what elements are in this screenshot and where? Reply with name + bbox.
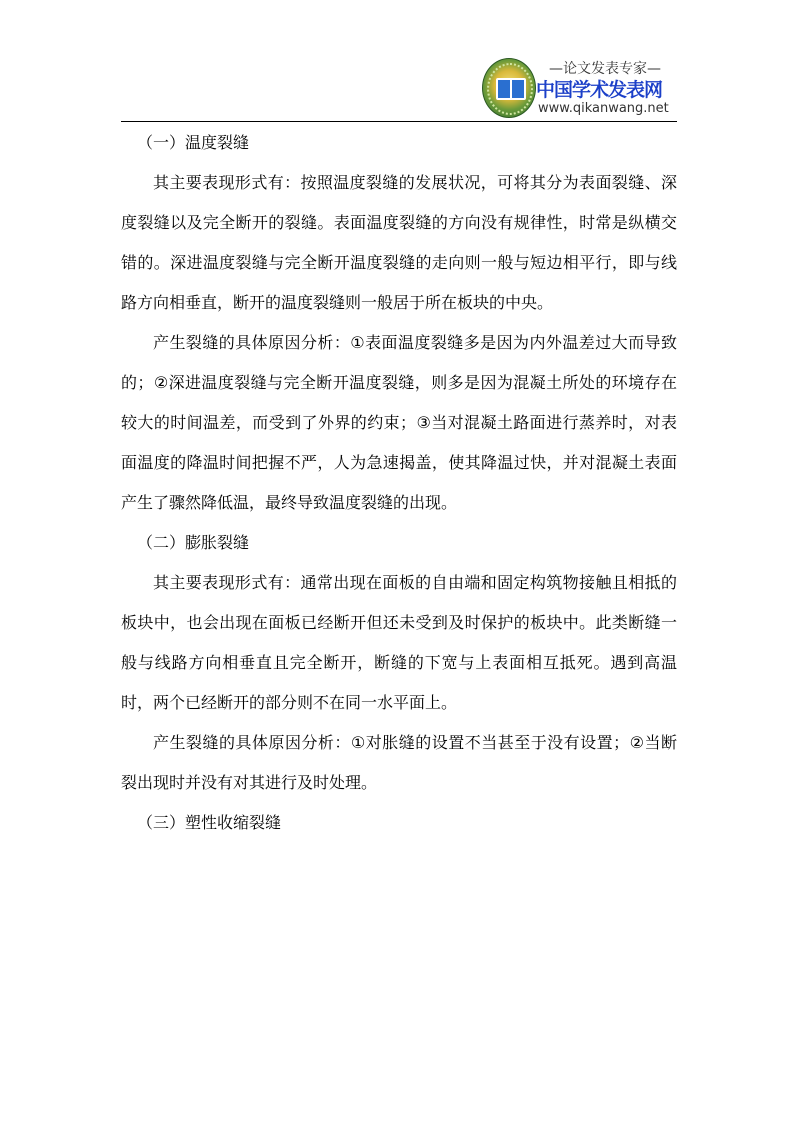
logo-url: www.qikanwang.net <box>538 101 669 116</box>
paragraph-expansion-causes: 产生裂缝的具体原因分析：①对胀缝的设置不当甚至于没有设置；②当断裂出现时并没有对其进行及时处理。 <box>121 733 677 792</box>
book-emblem-icon <box>482 58 536 118</box>
logo-name: 中国学术发表网 <box>536 79 663 101</box>
header-divider <box>121 121 677 122</box>
publisher-logo <box>482 58 672 120</box>
paragraph-temperature-forms: 其主要表现形式有：按照温度裂缝的发展状况，可将其分为表面裂缝、深度裂缝以及完全断开的裂缝。表面温度裂缝的方向没有规律性，时常是纵横交错的。深进温度裂缝与完全断开温度裂缝的走向则一般与短边相平行，即与线路方向相垂直，断开的温度裂缝则一般居于所在板块的中央。 <box>121 173 677 312</box>
section-heading-expansion-cracks: （二）膨胀裂缝 <box>137 533 250 552</box>
section-heading-temperature-cracks: （一）温度裂缝 <box>137 133 250 152</box>
logo-slogan: —论文发表专家— <box>549 61 661 77</box>
paragraph-expansion-forms: 其主要表现形式有：通常出现在面板的自由端和固定构筑物接触且相抵的板块中，也会出现在面板已经断开但还未受到及时保护的板块中。此类断缝一般与线路方向相垂直且完全断开，断缝的下宽与上表面相互抵死。遇到高温时，两个已经断开的部分则不在同一水平面上。 <box>121 573 677 712</box>
section-heading-plastic-shrinkage-cracks: （三）塑性收缩裂缝 <box>137 813 282 832</box>
document-body <box>121 123 677 843</box>
paragraph-temperature-causes: 产生裂缝的具体原因分析：①表面温度裂缝多是因为内外温差过大而导致的；②深进温度裂缝与完全断开温度裂缝，则多是因为混凝土所处的环境存在较大的时间温差，而受到了外界的约束；③当对混凝土路面进行蒸养时，对表面温度的降温时间把握不严，人为急速揭盖，使其降温过快，并对混凝土表面产生了骤然降低温，最终导致温度裂缝的出现。 <box>121 333 677 512</box>
